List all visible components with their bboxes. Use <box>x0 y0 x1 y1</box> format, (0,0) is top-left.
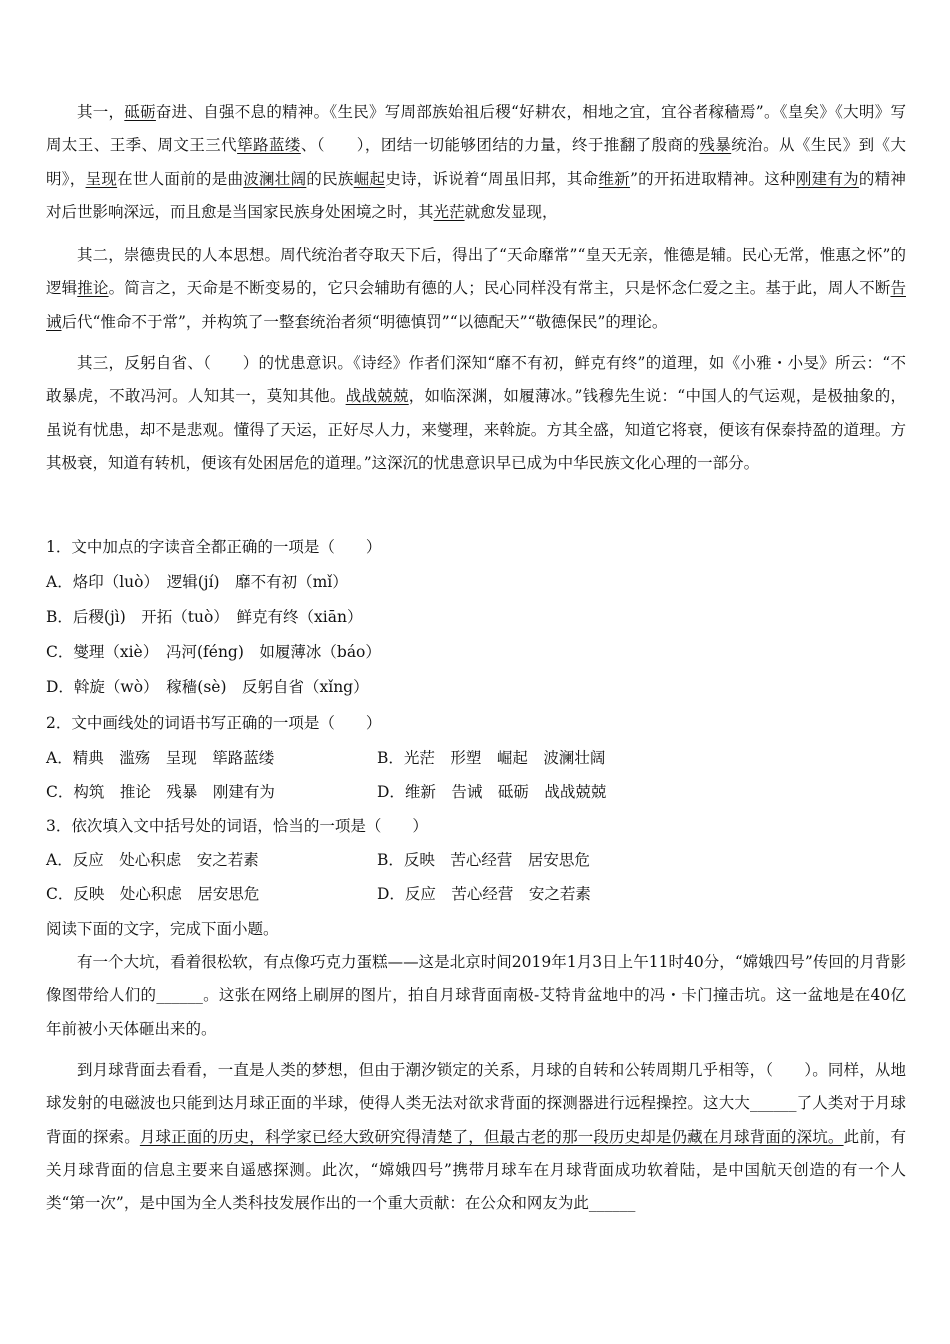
text-run: 奋进、自强不息的精神。《生民》写周部族始祖后稷“好耕农，相地之宜，宜谷者稼穑焉”。《皇矣》《大明》写周太王、王季、周文王三代 <box>46 103 906 155</box>
text-run: 到月球背面去看看，一直是人类的梦想，但由于潮汐锁定的关系，月球的自转和公转周期几乎相等，（ ）。同样，从地球发射的电磁波也只能到达月球正面的半球，使得人类无法对欲求背面的探测器进行远程操控。这大大______了人类对于月球背面的探索。 <box>46 1061 906 1146</box>
question-1-option-d: D．斡旋（wò） 稼穑(sè) 反躬自省（xǐng） <box>46 678 369 696</box>
text-run: 的民族 <box>306 169 354 188</box>
question-1-stem: 1．文中加点的字读音全都正确的一项是（ ） <box>46 538 382 556</box>
question-3-option-b: B．反映 苦心经营 居安思危 <box>377 851 590 869</box>
question-3-stem: 3．依次填入文中括号处的词语，恰当的一项是（ ） <box>46 817 428 835</box>
text-run: ”的开拓进取精神。这种 <box>629 169 796 188</box>
text-run: 。简言之，天命是不断变易的，它只会辅助有德的人；民心同样没有常主，只是怀念仁爱之主。基于此，周人不断 <box>108 279 891 298</box>
text-run: 的精神对后世影响深远，而且愈是当国家民族身处困境之时，其 <box>46 169 906 221</box>
question-3-option-a: A．反应 处心积虑 安之若素 <box>46 851 259 869</box>
underlined-phrase: 波澜壮阔 <box>243 169 307 188</box>
question-1-option-b: B．后稷(jì) 开拓（tuò） 鲜克有终（xiān） <box>46 608 363 626</box>
underlined-phrase: 砥砺 <box>124 103 156 121</box>
underlined-phrase: 呈现 <box>85 169 118 188</box>
text-run: 后代“惟命不于常”，并构筑了一整套统治者须“明德慎罚”“以德配天”“敬德保民”的理论。 <box>61 312 668 331</box>
text-run: 就愈发显现， <box>464 202 558 221</box>
question-1-option-c: C．燮理（xiè） 冯河(féng) 如履薄冰（báo） <box>46 643 381 661</box>
underlined-phrase: 维新 <box>598 169 630 188</box>
passage1-paragraph-3 <box>46 347 906 480</box>
underlined-phrase: 告诫 <box>46 279 906 331</box>
underlined-phrase: 推论 <box>77 279 109 298</box>
question-1-option-a: A．烙印（luò） 逻辑(jí) 靡不有初（mǐ） <box>46 573 348 591</box>
passage2-intro: 阅读下面的文字，完成下面小题。 <box>46 920 279 938</box>
text-run: 史诗，诉说着“周虽旧邦，其命 <box>385 169 599 188</box>
text-run: 其三，反躬自省、（ ）的忧患意识。《诗经》作者们深知“靡不有初，鲜克有终”的道理，如《小雅・小旻》所云：“不敢暴虎，不敢冯河。人知其一，莫知其他。 <box>46 354 906 406</box>
underlined-phrase: 月球正面的历史，科学家已经大致研究得清楚了，但最古老的那一段历史却是仍藏在月球背面的深坑。 <box>139 1127 844 1146</box>
text-run: 统治。从《生民》到《大明》， <box>46 136 906 188</box>
question-3-option-c: C．反映 处心积虑 居安思危 <box>46 885 260 903</box>
passage1-paragraph-2 <box>46 239 906 339</box>
text-run: 、（ ），团结一切能够团结的力量，终于推翻了殷商的 <box>300 136 700 155</box>
passage2-paragraph-1 <box>46 946 906 1046</box>
text-run: 此前，有关月球背面的信息主要来自遥感探测。此次，“嫦娥四号”携带月球车在月球背面成功软着陆，是中国航天创造的有一个人类“第一次”，是中国为全人类科技发展作出的一个重大贡献：在公众和网友为此______ <box>46 1127 906 1213</box>
text-run: 其二，崇德贵民的人本思想。周代统治者夺取天下后，得出了“天命靡常”“皇天无亲，惟德是辅。民心无常，惟惠之怀”的逻辑 <box>46 246 906 298</box>
question-3-option-d: D．反应 苦心经营 安之若素 <box>377 885 591 903</box>
underlined-phrase: 崛起 <box>353 169 386 188</box>
text-run: 有一个大坑，看着很松软，有点像巧克力蛋糕——这是北京时间2019年1月3日上午11时40分，“嫦娥四号”传回的月背影像图带给人们的______。这张在网络上刷屏的图片，拍自月球背面南极-艾特肯盆地中的冯・卡门撞击坑。这一盆地是在40亿年前被小天体砸出来的。 <box>46 953 906 1038</box>
underlined-phrase: 战战兢兢 <box>345 387 409 406</box>
underlined-phrase: 光茫 <box>433 202 465 221</box>
text-run: 其一， <box>77 103 125 121</box>
question-2-stem: 2．文中画线处的词语书写正确的一项是（ ） <box>46 714 382 732</box>
underlined-phrase: 刚建有为 <box>795 169 859 188</box>
question-2-option-a: A．精典 滥殇 呈现 筚路蓝缕 <box>46 749 275 767</box>
underlined-phrase: 残暴 <box>699 136 732 155</box>
passage1-paragraph-1 <box>46 96 906 229</box>
text-run: ，如临深渊，如履薄冰。”钱穆先生说：“中国人的气运观，是极抽象的，虽说有忧患，却不是悲观。懂得了天运，正好尽人力，来燮理，来斡旋。方其全盛，知道它将衰，便该有保泰持盈的道理。方其极衰，知道有转机，便该有处困居危的道理。”这深沉的忧患意识早已成为中华民族文化心理的一部分。 <box>46 387 906 472</box>
underlined-phrase: 筚路蓝缕 <box>237 136 301 155</box>
question-2-option-d: D．维新 告诫 砥砺 战战兢兢 <box>377 783 607 801</box>
text-run: 在世人面前的是曲 <box>117 169 244 188</box>
question-2-option-b: B．光茫 形塑 崛起 波澜壮阔 <box>377 749 606 767</box>
question-2-option-c: C．构筑 推论 残暴 刚建有为 <box>46 783 275 801</box>
passage2-paragraph-2 <box>46 1054 906 1220</box>
